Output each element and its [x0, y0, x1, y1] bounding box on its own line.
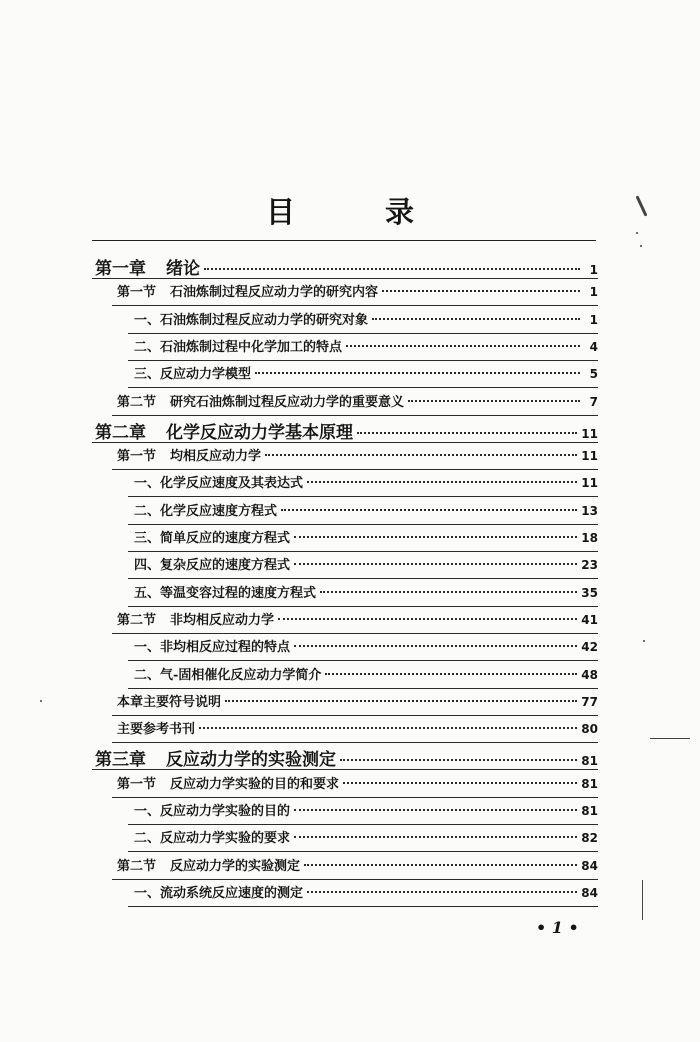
toc-entry-number: 第二节 [117, 858, 157, 874]
toc-entry-label [134, 636, 290, 655]
toc-entry-item [134, 527, 598, 554]
page-title: 目 录 [265, 195, 455, 229]
toc-entry-page: 84 [581, 858, 598, 873]
toc-entry-page: 1 [589, 285, 598, 300]
dot-leader [199, 727, 577, 729]
dot-leader [325, 673, 577, 675]
toc-entry-number: 第三章 [95, 750, 146, 771]
toc-entry-chapter [95, 745, 598, 772]
toc-entry-title: 反应动力学模型 [160, 367, 252, 383]
toc-entry-item [134, 582, 598, 609]
dot-leader [265, 454, 577, 456]
toc-entry-page: 80 [581, 722, 598, 737]
row-rule [128, 606, 598, 607]
row-rule [128, 333, 598, 334]
toc-entry-title: 反应动力学的实验测定 [166, 750, 336, 771]
toc-entry-number: 三、 [134, 531, 161, 546]
toc-entry-label [134, 554, 290, 573]
toc-entry-item [134, 554, 598, 581]
toc-entry-page: 1 [589, 312, 598, 327]
toc-entry-chapter [95, 254, 598, 281]
toc-entry-section [117, 855, 598, 882]
toc-entry-label [95, 254, 200, 279]
row-rule [128, 524, 598, 525]
row-rule [92, 278, 598, 279]
dot-leader [408, 400, 580, 402]
toc-entry-title: 研究石油炼制过程反应动力学的重要意义 [170, 394, 405, 410]
dot-leader [278, 618, 577, 620]
toc-entry-title: 主要参考书刊 [117, 722, 196, 738]
row-rule [128, 551, 598, 552]
toc-entry-number: 二、 [134, 667, 161, 683]
dot-leader [304, 864, 577, 866]
scan-speck [640, 245, 642, 247]
toc-entry-number: 二、 [134, 339, 161, 355]
toc-entry-title: 反应动力学实验的目的和要求 [170, 776, 340, 792]
row-rule [112, 633, 598, 634]
toc-entry-title: 化学反应动力学基本原理 [166, 422, 353, 443]
row-rule [128, 360, 598, 361]
toc-entry-label [95, 745, 336, 770]
toc-entry-section [117, 445, 598, 472]
toc-entry-page: 41 [581, 612, 598, 627]
toc-entry-title: 反应动力学实验的目的 [160, 804, 291, 819]
dot-leader [343, 782, 577, 784]
toc-entry-label [117, 691, 221, 710]
dot-leader [307, 481, 577, 483]
toc-entry-number: 第一节 [117, 776, 157, 792]
toc-entry-item [134, 472, 598, 499]
toc-entry-label [134, 363, 251, 382]
toc-entry-item [134, 800, 598, 827]
toc-entry-page: 81 [581, 804, 598, 818]
scan-speck [636, 232, 638, 234]
dot-leader [382, 290, 580, 292]
scan-speck [40, 700, 42, 702]
toc-entry-page: 23 [581, 558, 598, 573]
toc-entry-title: 绪论 [166, 259, 200, 279]
row-rule [128, 496, 598, 497]
toc-entry-title: 均相反应动力学 [170, 449, 262, 465]
toc-entry-number: 五、 [134, 585, 161, 601]
toc-entry-title: 石油炼制过程反应动力学的研究内容 [170, 285, 379, 301]
toc-entry-title: 流动系统反应速度的测定 [160, 885, 304, 901]
dot-leader [294, 836, 577, 838]
toc-entry-title: 本章主要符号说明 [117, 694, 222, 710]
toc-entry-number: 第一节 [117, 285, 157, 301]
row-rule [92, 442, 598, 443]
scan-speck [650, 738, 690, 739]
toc-entry-label [134, 500, 277, 519]
dot-leader [255, 372, 580, 374]
toc-entry-number: 一、 [134, 312, 161, 328]
dot-leader [204, 268, 580, 270]
dot-leader [357, 432, 577, 434]
toc-entry-label [134, 827, 290, 846]
scan-speck [643, 640, 645, 642]
row-rule [112, 742, 598, 743]
toc-entry-number: 四、 [134, 558, 161, 574]
scan-speck [642, 880, 643, 920]
toc-entry-section [117, 718, 598, 745]
row-rule [128, 824, 598, 825]
dot-leader [294, 536, 577, 538]
toc-entry-page: 35 [581, 585, 598, 600]
row-rule [128, 578, 598, 579]
toc-entry-page: 1 [589, 263, 598, 277]
toc-entry-title: 化学反应速度方程式 [160, 503, 278, 519]
toc-entry-label [117, 609, 274, 628]
toc-entry-item [134, 336, 598, 363]
toc-entry-page: 42 [581, 640, 598, 655]
row-rule [112, 469, 598, 470]
toc-entry-title: 非均相反应动力学 [170, 612, 275, 628]
dot-leader [340, 759, 577, 761]
toc-entry-title: 化学反应速度及其表达式 [160, 476, 304, 492]
toc-entry-chapter [95, 418, 598, 445]
toc-entry-section [117, 773, 598, 800]
toc-entry-number: 一、 [134, 885, 161, 901]
toc-entry-title: 非均相反应过程的特点 [160, 640, 291, 656]
toc-entry-number: 一、 [134, 640, 161, 656]
row-rule [128, 906, 598, 907]
row-rule [112, 879, 598, 880]
toc-entry-label [134, 882, 303, 901]
toc-entry-number: 第一章 [95, 259, 146, 279]
dot-leader [294, 563, 577, 565]
toc-entry-page: 81 [581, 776, 598, 791]
toc-entry-page: 5 [589, 367, 598, 382]
toc-entry-label [134, 336, 342, 355]
toc-entry-page: 81 [581, 754, 598, 769]
toc-entry-number: 二、 [134, 503, 161, 519]
row-rule [128, 851, 598, 852]
toc-entry-title: 石油炼制过程反应动力学的研究对象 [160, 312, 369, 328]
toc-entry-title: 等温变容过程的速度方程式 [160, 585, 317, 601]
row-rule [128, 660, 598, 661]
page-number: • 1 • [536, 918, 579, 937]
toc-entry-item [134, 500, 598, 527]
toc-entry-item [134, 309, 598, 336]
toc-entry-number: 第一节 [117, 449, 157, 465]
row-rule [128, 688, 598, 689]
row-rule [92, 769, 598, 770]
dot-leader [346, 345, 580, 347]
toc-entry-label [117, 391, 404, 410]
toc-entry-title: 反应动力学实验的要求 [160, 831, 291, 847]
dot-leader [372, 318, 580, 320]
row-rule [112, 415, 598, 416]
toc-entry-label [134, 582, 316, 601]
toc-entry-number: 第二章 [95, 422, 146, 443]
toc-entry-number: 三、 [134, 367, 161, 383]
toc-entry-title: 气-固相催化反应动力学简介 [160, 667, 322, 683]
toc-entry-page: 82 [581, 831, 598, 846]
toc-entry-label [117, 773, 339, 792]
toc-entry-page: 84 [581, 885, 598, 900]
toc-entry-label [134, 472, 303, 491]
dot-leader [294, 645, 577, 647]
toc-entry-label [134, 309, 368, 328]
toc-entry-number: 第二节 [117, 394, 157, 410]
dot-leader [294, 809, 577, 811]
toc-entry-label [134, 664, 321, 683]
toc-entry-item [134, 664, 598, 691]
toc-entry-page: 7 [589, 394, 598, 409]
toc-entry-number: 一、 [134, 476, 161, 492]
dot-leader [307, 891, 577, 893]
toc-entry-title: 复杂反应的速度方程式 [160, 558, 291, 574]
toc-entry-label [134, 527, 290, 546]
row-rule [112, 305, 598, 306]
toc-entry-page: 13 [581, 503, 598, 518]
toc-entry-title: 反应动力学的实验测定 [170, 858, 301, 874]
dot-leader [281, 509, 577, 511]
toc-entry-page: 48 [581, 667, 598, 682]
toc-entry-item [134, 882, 598, 909]
row-rule [128, 387, 598, 388]
toc-entry-label [117, 445, 261, 464]
toc-entry-label [117, 718, 195, 737]
row-rule [112, 797, 598, 798]
toc-entry-number: 第二节 [117, 612, 157, 628]
toc-entry-section [117, 391, 598, 418]
toc-entry-page: 11 [581, 449, 598, 464]
toc-entry-item [134, 636, 598, 663]
table-of-contents [0, 244, 700, 924]
toc-entry-page: 77 [581, 694, 598, 709]
toc-entry-section [117, 609, 598, 636]
toc-entry-label [134, 800, 290, 819]
toc-entry-page: 11 [581, 426, 598, 441]
toc-entry-number: 一、 [134, 804, 161, 819]
toc-entry-section [117, 281, 598, 308]
toc-entry-label [117, 855, 300, 874]
toc-entry-page: 11 [581, 476, 598, 491]
toc-entry-item [134, 827, 598, 854]
toc-entry-title: 石油炼制过程中化学加工的特点 [160, 339, 343, 355]
toc-entry-title: 简单反应的速度方程式 [160, 531, 291, 546]
toc-entry-number: 二、 [134, 831, 161, 847]
toc-entry-page: 4 [589, 339, 598, 354]
toc-entry-page: 18 [581, 531, 598, 545]
toc-entry-item [134, 363, 598, 390]
title-rule [92, 240, 596, 241]
dot-leader [320, 591, 577, 593]
dot-leader [225, 700, 577, 702]
toc-entry-label [117, 281, 378, 300]
row-rule [112, 715, 598, 716]
toc-entry-section [117, 691, 598, 718]
toc-entry-label [95, 418, 353, 443]
